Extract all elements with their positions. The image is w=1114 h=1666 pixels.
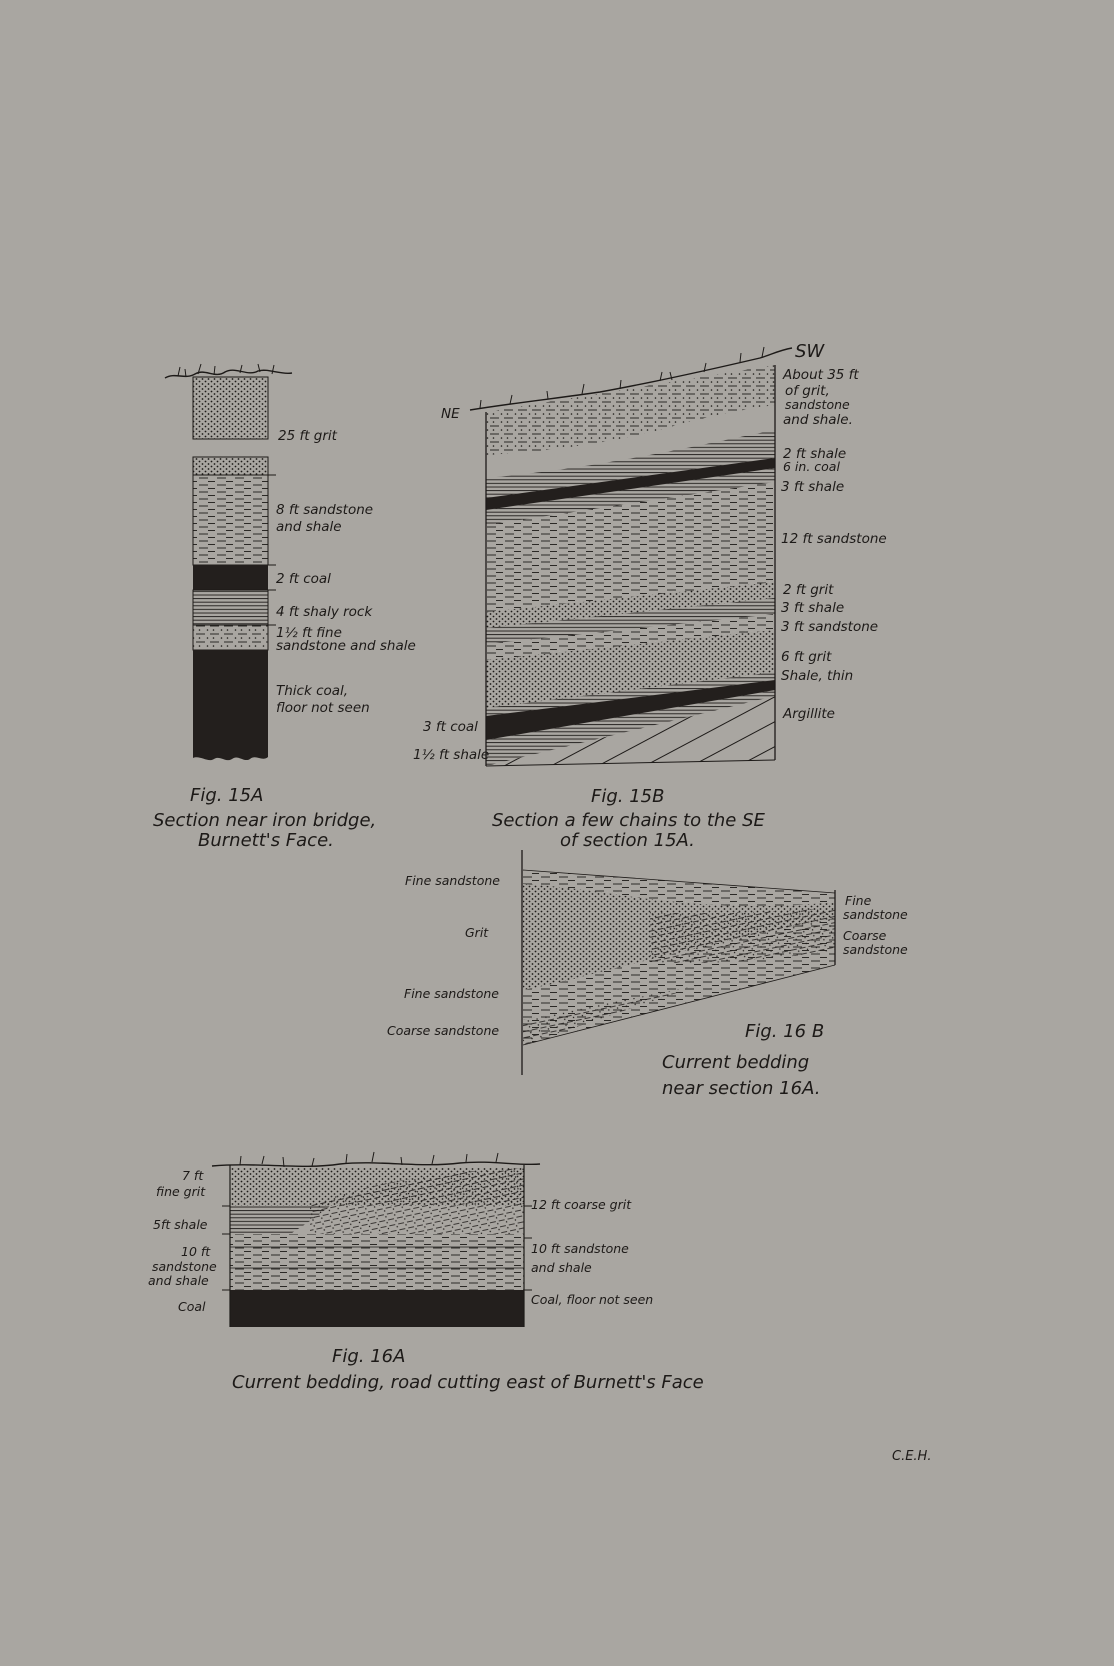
label-about-35ft: About 35 ft	[783, 367, 859, 383]
fig-15a	[153, 364, 416, 851]
label-sandstone: sandstone	[785, 397, 850, 412]
label-25ft-grit: 25 ft grit	[278, 428, 337, 444]
label-sandstone-right-1: sandstone	[843, 907, 908, 922]
label-sandstone-right-2: sandstone	[843, 942, 908, 957]
label-coarse-sandstone-left: Coarse sandstone	[387, 1023, 500, 1038]
fig-15a-caption-line1: Section near iron bridge,	[153, 810, 377, 831]
label-fine-right: Fine	[845, 893, 872, 908]
label-sandstone-16a: sandstone	[152, 1259, 217, 1274]
label-coarse-right: Coarse	[843, 928, 887, 943]
label-3ft-shale-upper: 3 ft shale	[781, 479, 845, 495]
label-of-grit: of grit,	[785, 383, 830, 399]
label-1-5ft-shale: 1½ ft shale	[413, 747, 490, 763]
label-sandstone-and-shale: sandstone and shale	[276, 638, 416, 654]
author-initials: C.E.H.	[892, 1449, 932, 1464]
label-fine-sandstone-low: Fine sandstone	[404, 986, 499, 1001]
label-6in-coal: 6 in. coal	[783, 459, 840, 474]
label-12ft-coarse-grit: 12 ft coarse grit	[531, 1197, 632, 1212]
label-shale-thin: Shale, thin	[781, 668, 854, 684]
label-8ft-sandstone: 8 ft sandstone	[276, 502, 374, 518]
label-argillite: Argillite	[783, 706, 835, 722]
fig-15b-caption-line1: Section a few chains to the SE	[492, 810, 765, 831]
label-fine-sandstone-top: Fine sandstone	[405, 873, 500, 888]
fig-15b-caption-line2: of section 15A.	[560, 830, 695, 851]
label-6ft-grit: 6 ft grit	[781, 649, 832, 665]
label-and-shale-15b: and shale.	[783, 412, 853, 428]
label-floor-not-seen: floor not seen	[276, 700, 370, 716]
label-thick-coal: Thick coal,	[276, 683, 349, 699]
fig-16b-caption-line2: near section 16A.	[662, 1078, 821, 1099]
fig-15b	[413, 341, 887, 851]
label-4ft-shaly-rock: 4 ft shaly rock	[276, 604, 373, 620]
label-10ft-sandstone: 10 ft sandstone	[531, 1241, 629, 1256]
fig-16a-title: Fig. 16A	[332, 1346, 406, 1367]
label-5ft-shale: 5ft shale	[153, 1217, 208, 1232]
label-2ft-grit: 2 ft grit	[783, 582, 834, 598]
label-3ft-sandstone: 3 ft sandstone	[781, 619, 879, 635]
label-10ft: 10 ft	[181, 1244, 211, 1259]
label-3ft-coal: 3 ft coal	[423, 719, 478, 735]
label-coal-floor-not-seen: Coal, floor not seen	[531, 1292, 654, 1307]
label-sw: SW	[795, 341, 825, 362]
label-and-shale-16a: and shale	[148, 1273, 209, 1288]
fig-15a-title: Fig. 15A	[190, 785, 264, 806]
label-3ft-shale-lower: 3 ft shale	[781, 600, 845, 616]
label-ne: NE	[441, 406, 460, 422]
fig-16b	[387, 850, 908, 1099]
label-1-5ft-fine: 1½ ft fine	[276, 625, 342, 641]
fig-16a	[148, 1152, 704, 1393]
label-12ft-sandstone: 12 ft sandstone	[781, 531, 887, 547]
label-2ft-shale: 2 ft shale	[783, 446, 847, 462]
fig-15b-title: Fig. 15B	[591, 786, 665, 807]
label-coal-16a: Coal	[178, 1299, 206, 1314]
fig-15a-caption-line2: Burnett's Face.	[198, 830, 334, 851]
label-grit: Grit	[465, 925, 489, 940]
label-2ft-coal: 2 ft coal	[276, 571, 331, 587]
fig-16b-title: Fig. 16 B	[745, 1021, 825, 1042]
label-and-shale: and shale	[276, 519, 342, 535]
fig-16a-caption: Current bedding, road cutting east of Burnett's Face	[232, 1372, 704, 1393]
label-fine-grit: fine grit	[156, 1184, 206, 1199]
label-7ft: 7 ft	[182, 1168, 204, 1183]
fig-16b-caption-line1: Current bedding	[662, 1052, 810, 1073]
label-and-shale-16a-right: and shale	[531, 1260, 592, 1275]
